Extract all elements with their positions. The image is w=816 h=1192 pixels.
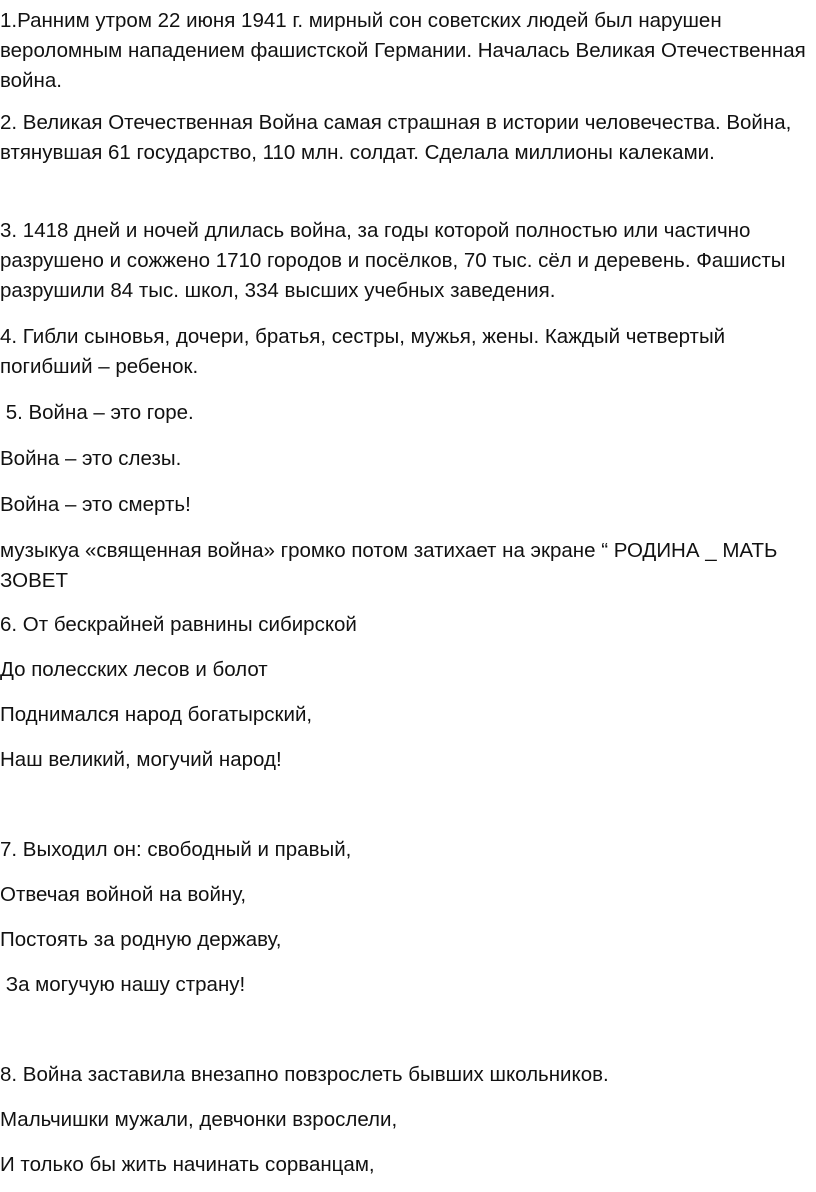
verse-7-line-2: Отвечая войной на войну, — [0, 883, 247, 906]
line-war-death: Война – это смерть! — [0, 493, 191, 516]
paragraph-4: 4. Гибли сыновья, дочери, братья, сестры, мужья, жены. Каждый четвертый погибший – ребенок. — [0, 325, 726, 378]
verse-8-line-2: Мальчишки мужали, девчонки взрослели, — [0, 1108, 398, 1131]
line-war-tears: Война – это слезы. — [0, 447, 182, 470]
verse-6-line-3: Поднимался народ богатырский, — [0, 703, 313, 726]
music-cue: музыкуа «священная война» громко потом затихает на экране “ РОДИНА _ МАТЬ ЗОВЕТ — [0, 539, 778, 592]
verse-8-line-1: 8. Война заставила внезапно повзрослеть бывших школьников. — [0, 1063, 609, 1086]
verse-6-line-1: 6. От бескрайней равнины сибирской — [0, 613, 357, 636]
paragraph-1: 1.Ранним утром 22 июня 1941 г. мирный сон советских людей был нарушен вероломным нападением фашистской Германии. Началась Великая Отечественная война. — [0, 9, 806, 92]
verse-6-line-2: До полесских лесов и болот — [0, 658, 268, 681]
line-war-grief: 5. Война – это горе. — [0, 401, 194, 424]
verse-7-line-4: За могучую нашу страну! — [0, 973, 246, 996]
verse-7-line-1: 7. Выходил он: свободный и правый, — [0, 838, 352, 861]
verse-6-line-4: Наш великий, могучий народ! — [0, 748, 282, 771]
paragraph-2: 2. Великая Отечественная Война самая страшная в истории человечества. Война, втянувшая 61 государство, 110 млн. солдат. Сделала миллионы калеками. — [0, 111, 792, 164]
verse-7-line-3: Постоять за родную державу, — [0, 928, 282, 951]
verse-8-line-3: И только бы жить начинать сорванцам, — [0, 1153, 375, 1176]
paragraph-3: 3. 1418 дней и ночей длилась война, за годы которой полностью или частично разрушено и сожжено 1710 городов и посёлков, 70 тыс. сёл и деревень. Фашисты разрушили 84 тыс. школ, 334 высших учебных заведения. — [0, 219, 786, 302]
